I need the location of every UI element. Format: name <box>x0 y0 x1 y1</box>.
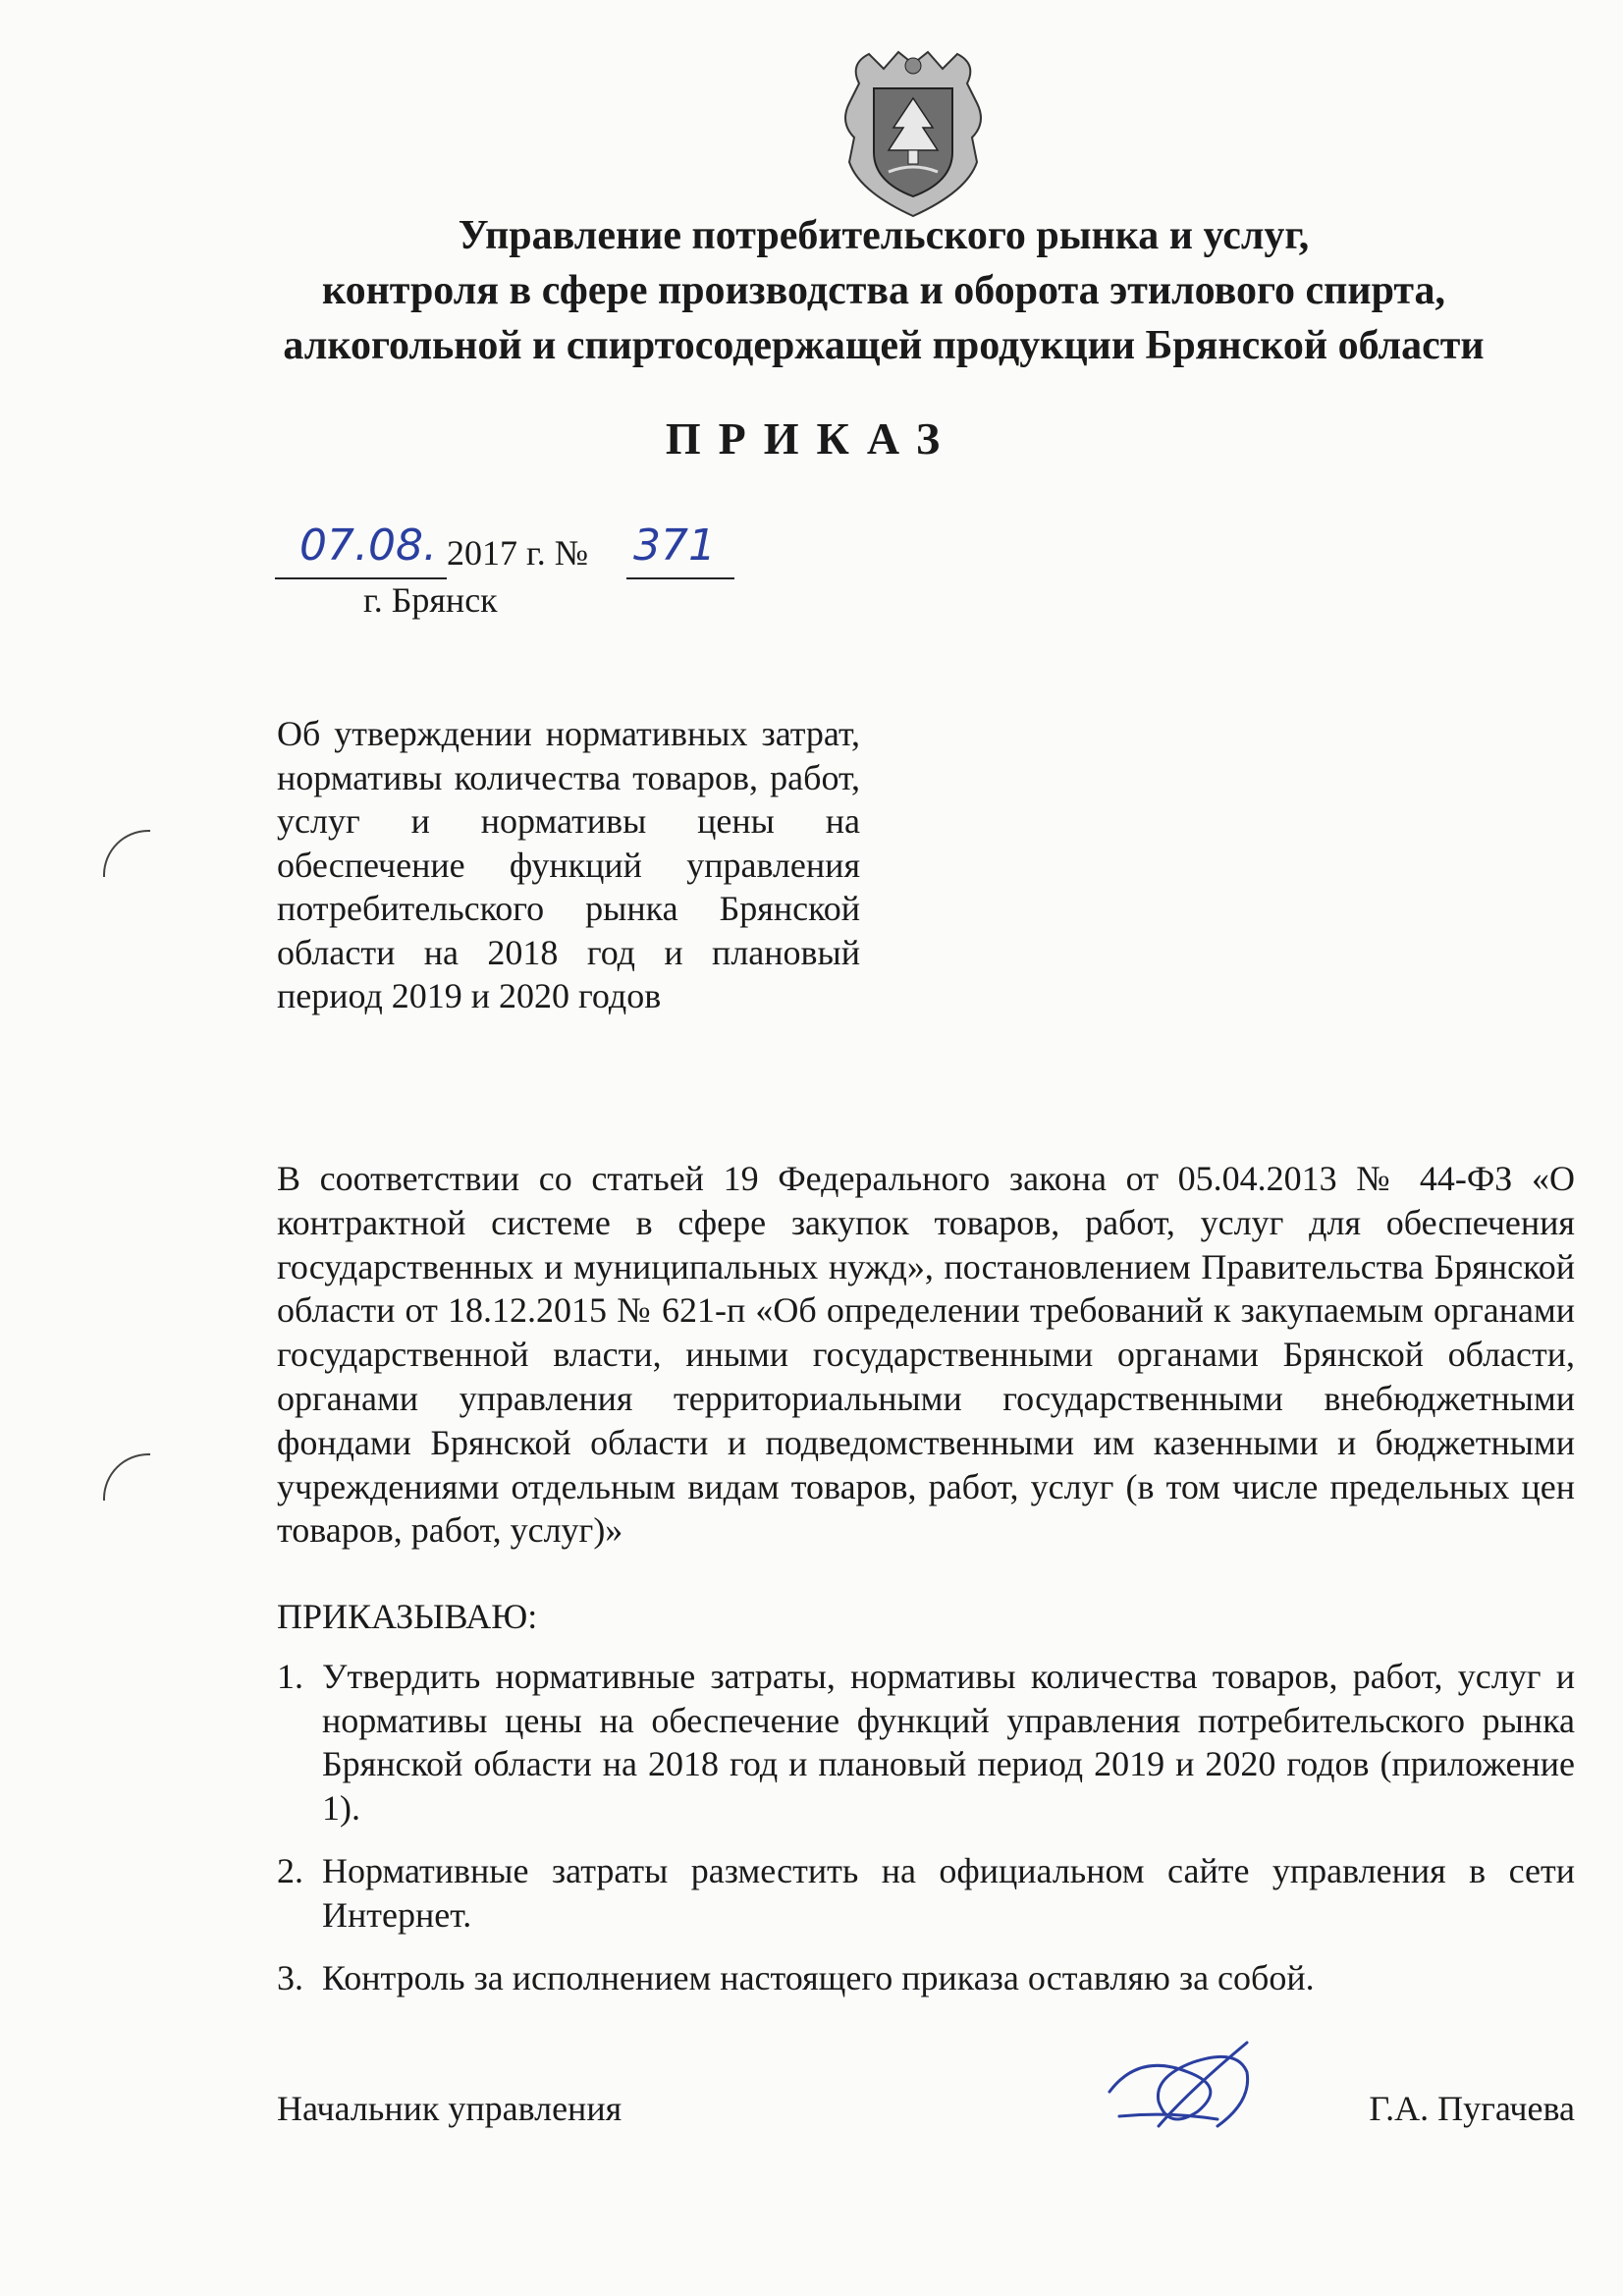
item-text: Утвердить нормативные затраты, нормативы количества товаров, работ, услуг и нормативы цены на обеспечение функций управления потребительского рынка Брянской области на 2018 год и плановый период 2019 и 2020 годов (приложение 1). <box>322 1657 1575 1828</box>
punch-hole-mark <box>103 830 150 877</box>
legal-basis: В соответствии со статьей 19 Федерального закона от 05.04.2013 № 44-ФЗ «О контрактной системе в сфере закупок товаров, работ, услуг для обеспечения государственных и муниципальных нужд», постановлением Правительства Брянской области от 18.12.2015 № 621-п «Об определении требований к закупаемым органами государственной власти, иными государственными органами Брянской области, органами управления территориальными государственными внебюджетными фондами Брянской области и подведомственными им казенными и бюджетными учреждениями отдельным видам товаров, работ, услуг (в том числе предельных цен товаров, работ, услуг)» <box>277 1159 1575 1551</box>
organization-name <box>196 208 1571 373</box>
decree-word: ПРИКАЗЫВАЮ: <box>277 1597 538 1636</box>
order-items <box>277 1655 1575 2000</box>
city: г. Брянск <box>363 580 498 620</box>
year-and-number-label: 2017 г. № <box>447 533 589 573</box>
handwritten-signature <box>1100 2033 1276 2151</box>
org-line-3: алкогольной и спиртосодержащей продукции Брянской области <box>283 323 1485 368</box>
list-item <box>277 1655 1575 1830</box>
signatory-position: Начальник управления <box>277 2089 622 2128</box>
order-subject: Об утверждении нормативных затрат, нормативы количества товаров, работ, услуг и нормативы цены на обеспечение функций управления потребительского рынка Брянской области на 2018 год и плановый период 2019 и 2020 годов <box>277 714 860 1015</box>
item-text: Нормативные затраты разместить на официальном сайте управления в сети Интернет. <box>322 1851 1575 1935</box>
item-text: Контроль за исполнением настоящего приказа оставляю за собой. <box>322 1958 1315 1997</box>
number-underline <box>626 577 734 579</box>
handwritten-number: 371 <box>633 520 716 571</box>
item-number: 1. <box>277 1657 303 1696</box>
list-item <box>277 1956 1575 2000</box>
item-number: 2. <box>277 1851 303 1890</box>
document-type: ПРИКАЗ <box>665 413 958 464</box>
coat-of-arms-icon <box>839 44 987 221</box>
handwritten-date: 07.08. <box>299 520 437 571</box>
org-line-1: Управление потребительского рынка и услуг, <box>458 213 1310 258</box>
signatory-name: Г.А. Пугачева <box>1369 2089 1575 2128</box>
item-number: 3. <box>277 1958 303 1997</box>
org-line-2: контроля в сфере производства и оборота этилового спирта, <box>321 268 1446 313</box>
punch-hole-mark <box>103 1453 150 1501</box>
list-item <box>277 1849 1575 1937</box>
